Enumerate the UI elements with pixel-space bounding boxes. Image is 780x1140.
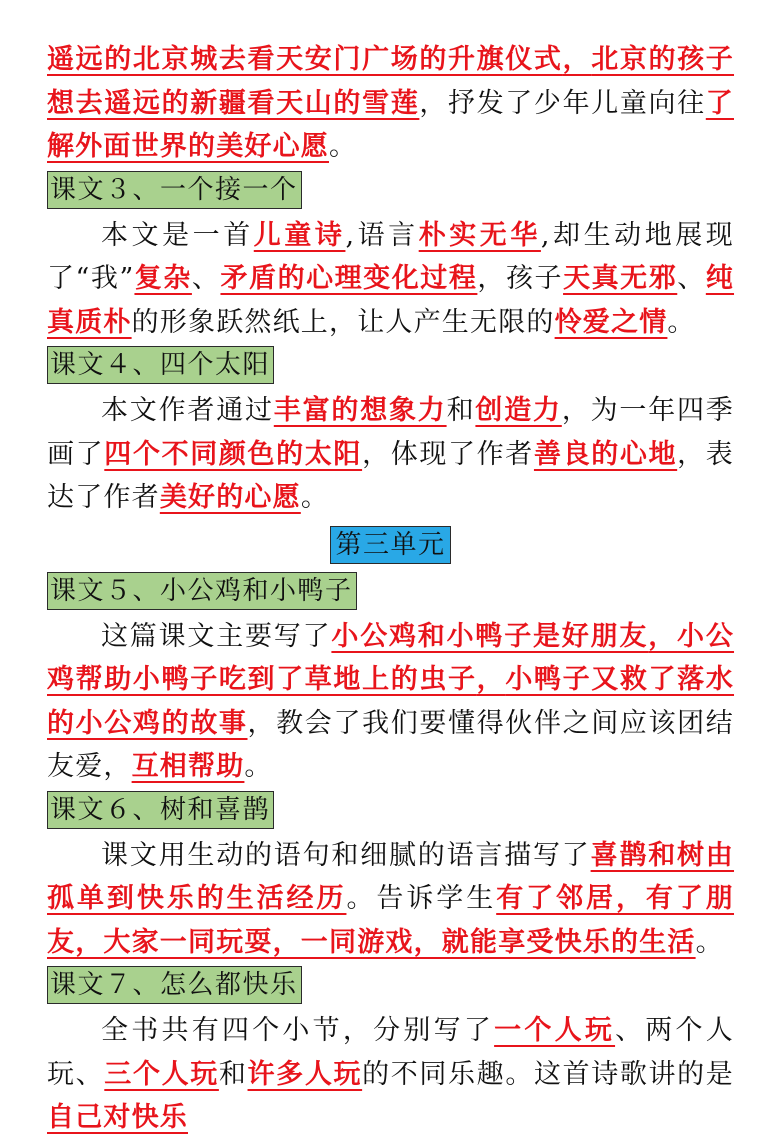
lesson-6-heading-row xyxy=(47,791,734,831)
intro-paragraph xyxy=(47,38,734,169)
lesson-7-heading: 课文７、怎么都快乐 xyxy=(47,966,302,1004)
key-phrase: 四个不同颜色的太阳 xyxy=(104,438,363,470)
key-phrase: 儿童诗 xyxy=(253,219,346,251)
text: 本文作者通过 xyxy=(101,395,274,426)
text: 、 xyxy=(191,263,221,294)
text: 本文是一首 xyxy=(101,219,254,251)
text: 课文用生动的语句和细腻的语言描写了 xyxy=(101,839,591,871)
key-phrase: 一个人玩 xyxy=(494,1015,616,1046)
unit-3-heading-row xyxy=(47,526,734,566)
key-phrase: 北京的孩子想去遥远的新疆看天山的雪莲 xyxy=(47,44,735,119)
text: 。 xyxy=(695,926,724,958)
lesson-6-heading: 课文６、树和喜鹊 xyxy=(47,791,274,829)
lesson-5-heading: 课文５、小公鸡和小鸭子 xyxy=(47,572,357,610)
key-phrase: 小鸭子又救了落水的小公鸡的故事 xyxy=(47,664,735,739)
text: 这篇课文主要写了 xyxy=(101,620,332,652)
key-phrase: 有了邻居，有了朋友，大家一同玩耍，一同游戏，就能享受快乐的生活 xyxy=(47,883,735,958)
key-phrase: 善良的心地 xyxy=(533,438,678,470)
lesson-6-paragraph xyxy=(47,834,734,965)
key-phrase: 互相帮助 xyxy=(131,751,245,782)
key-phrase: 天真无邪 xyxy=(563,263,678,294)
key-phrase: 创造力 xyxy=(475,395,562,426)
text: ，抒发了少年儿童向往 xyxy=(419,87,706,119)
text: 。告诉学生 xyxy=(346,883,497,914)
text: ,却生动地展现了“我” xyxy=(47,219,735,294)
lesson-4-paragraph xyxy=(47,389,734,520)
key-phrase: 纯真质朴 xyxy=(47,263,735,338)
lesson-4-heading-row xyxy=(47,346,734,386)
unit-3-heading: 第三单元 xyxy=(330,526,450,564)
text: ，教会了我们要懂得伙伴之间应该团结友爱， xyxy=(47,707,735,782)
lesson-7-heading-row xyxy=(47,966,734,1006)
key-phrase: 三个人玩 xyxy=(104,1058,219,1090)
lesson-7-paragraph xyxy=(47,1009,734,1140)
text: 。 xyxy=(244,751,273,782)
key-phrase: ， xyxy=(648,620,678,652)
key-phrase: 小公鸡帮助小鸭子吃到了草地上的虫子 xyxy=(47,620,735,695)
key-phrase: 美好的心愿 xyxy=(159,482,301,513)
text: 。 xyxy=(329,131,358,162)
text: ，孩子 xyxy=(477,263,564,294)
text: 。 xyxy=(667,306,696,338)
key-phrase: 小公鸡和小鸭子是好朋友 xyxy=(331,620,649,652)
lesson-3-paragraph xyxy=(47,214,734,345)
key-phrase: ， xyxy=(562,44,592,75)
key-phrase: 自己对快乐 xyxy=(47,1102,188,1133)
lesson-5-heading-row xyxy=(47,572,734,612)
text: 的形象跃然纸上，让人产生无限的 xyxy=(131,306,555,338)
key-phrase: 怜爱之情 xyxy=(554,306,668,338)
text: 的不同乐趣。这首诗歌讲的是 xyxy=(362,1058,735,1090)
lesson-4-heading: 课文４、四个太阳 xyxy=(47,346,274,384)
text: 、两个人玩、 xyxy=(47,1015,734,1090)
text: ，为一年四季画了 xyxy=(47,395,735,470)
key-phrase: 矛盾的心理变化过程 xyxy=(220,263,478,294)
text: 和 xyxy=(218,1058,248,1090)
key-phrase: 丰富的想象力 xyxy=(273,395,447,426)
text: 。 xyxy=(300,482,330,513)
key-phrase: 朴实无华 xyxy=(418,219,541,251)
text: 、 xyxy=(677,263,706,294)
key-phrase: 许多人玩 xyxy=(247,1058,363,1090)
text: ，体现了作者 xyxy=(362,438,534,470)
key-phrase: 复杂 xyxy=(134,263,192,294)
key-phrase: 遥远的北京城去看天安门广场的升旗仪式 xyxy=(47,44,563,75)
text: ,语言 xyxy=(345,219,419,251)
key-phrase: 了解外面世界的美好心愿 xyxy=(47,87,734,162)
text: ，表达了作者 xyxy=(47,438,734,513)
key-phrase: 喜鹊和树由孤单到快乐的生活经历 xyxy=(47,839,735,914)
text: 全书共有四个小节，分别写了 xyxy=(101,1015,495,1046)
lesson-3-heading: 课文３、一个接一个 xyxy=(47,171,302,209)
lesson-3-heading-row xyxy=(47,171,734,211)
text: 和 xyxy=(446,395,476,426)
key-phrase: ， xyxy=(476,664,506,695)
lesson-5-paragraph xyxy=(47,615,734,789)
